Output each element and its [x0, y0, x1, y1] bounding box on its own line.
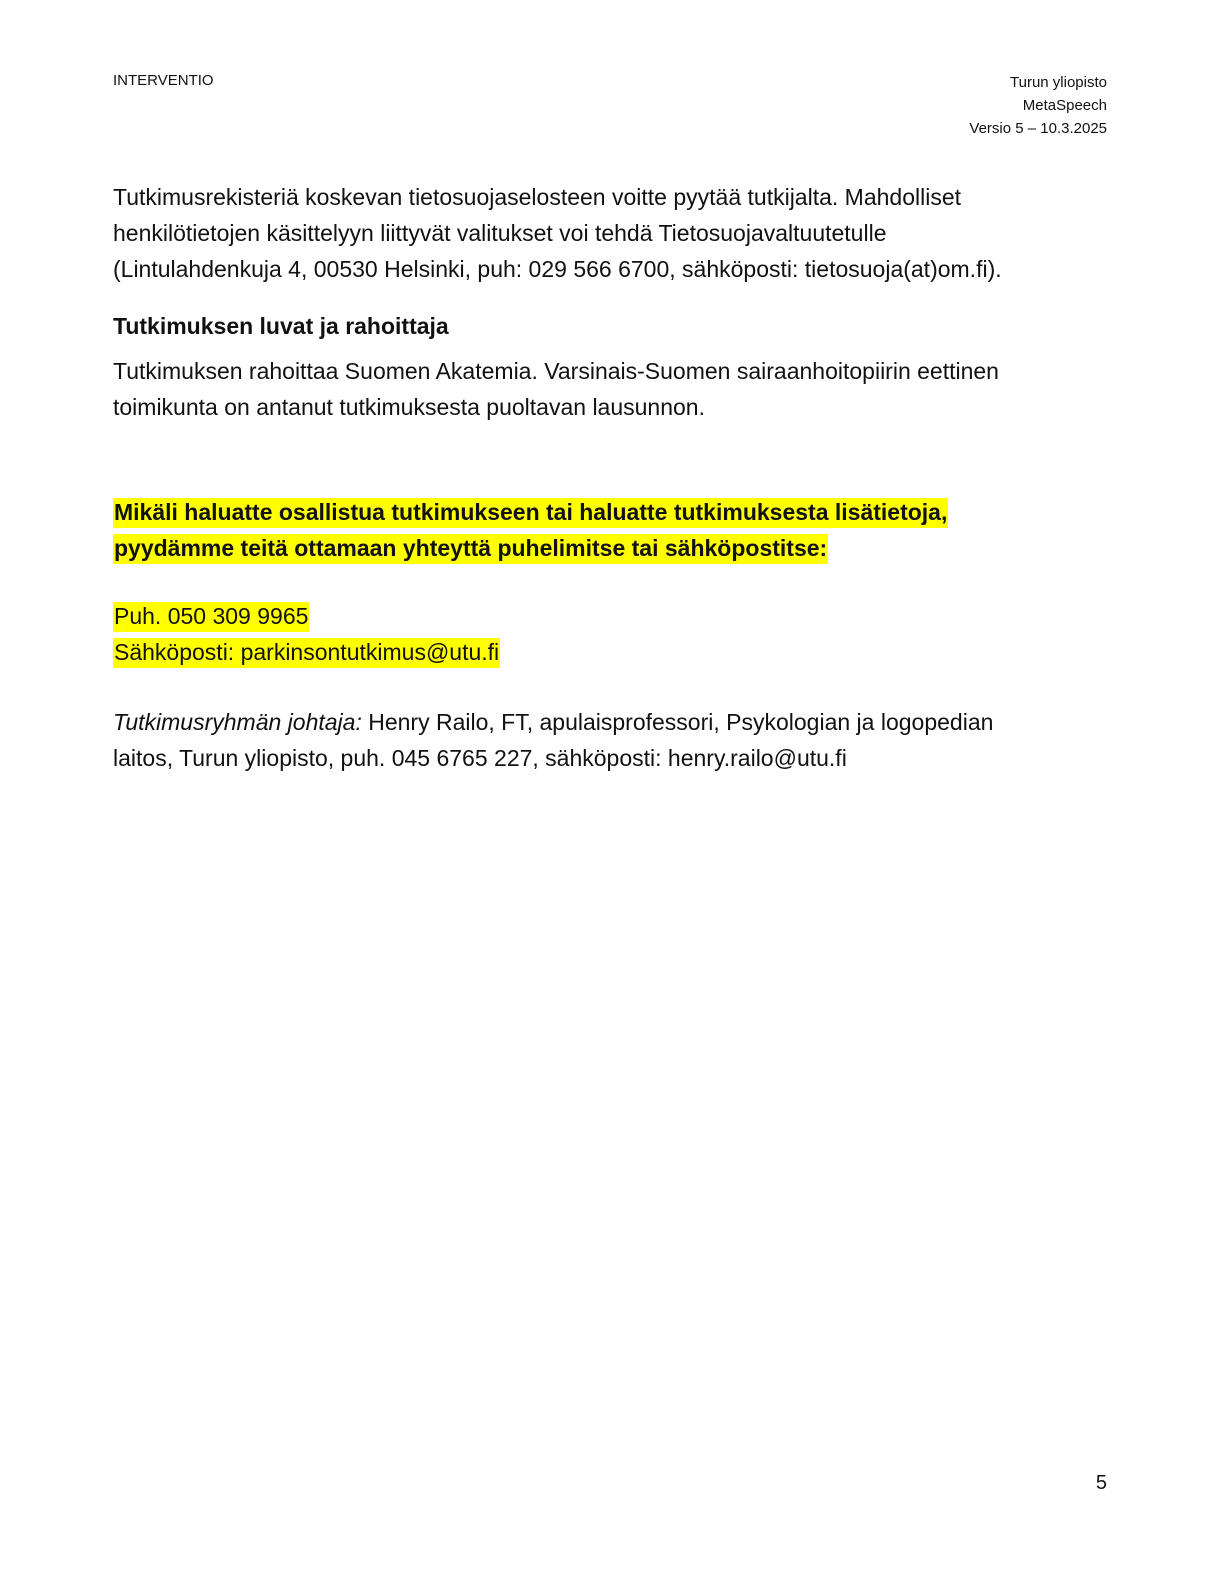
call-to-action-paragraph: [113, 494, 1113, 566]
call-to-action-line: pyydämme teitä ottamaan yhteyttä puhelimitse tai sähköpostitse:: [113, 534, 828, 564]
funding-line: toimikunta on antanut tutkimuksesta puoltavan lausunnon.: [113, 394, 705, 420]
leader-label: Tutkimusryhmän johtaja:: [113, 709, 362, 735]
contact-block: [113, 598, 500, 670]
privacy-paragraph: [113, 179, 1113, 287]
call-to-action-line: Mikäli haluatte osallistua tutkimukseen tai haluatte tutkimuksesta lisätietoja,: [113, 498, 948, 528]
header-university: Turun yliopisto: [1010, 74, 1107, 91]
header-right-block: [807, 71, 1107, 140]
leader-details: Henry Railo, FT, apulaisprofessori, Psykologian ja logopedian: [361, 709, 994, 735]
header-left-title: INTERVENTIO: [113, 72, 214, 89]
privacy-line: (Lintulahdenkuja 4, 00530 Helsinki, puh: 029 566 6700, sähköposti: tietosuoja(at)om.fi).: [113, 256, 1002, 282]
leader-paragraph: [113, 704, 1113, 776]
permits-heading: Tutkimuksen luvat ja rahoittaja: [113, 313, 449, 339]
header-project: MetaSpeech: [1022, 97, 1107, 114]
leader-details-line2: laitos, Turun yliopisto, puh. 045 6765 227, sähköposti: henry.railo@utu.fi: [113, 745, 847, 771]
privacy-line: Tutkimusrekisteriä koskevan tietosuojaselosteen voitte pyytää tutkijalta. Mahdolliset: [113, 184, 962, 210]
page-number: 5: [1095, 1472, 1107, 1494]
header-version: Versio 5 – 10.3.2025: [969, 120, 1107, 137]
funding-paragraph: [113, 353, 1113, 425]
privacy-line: henkilötietojen käsittelyyn liittyvät valitukset voi tehdä Tietosuojavaltuutetulle: [113, 220, 887, 246]
contact-phone: Puh. 050 309 9965: [113, 602, 309, 632]
contact-email: Sähköposti: parkinsontutkimus@utu.fi: [113, 638, 500, 668]
funding-line: Tutkimuksen rahoittaa Suomen Akatemia. Varsinais-Suomen sairaanhoitopiirin eettinen: [113, 358, 999, 384]
